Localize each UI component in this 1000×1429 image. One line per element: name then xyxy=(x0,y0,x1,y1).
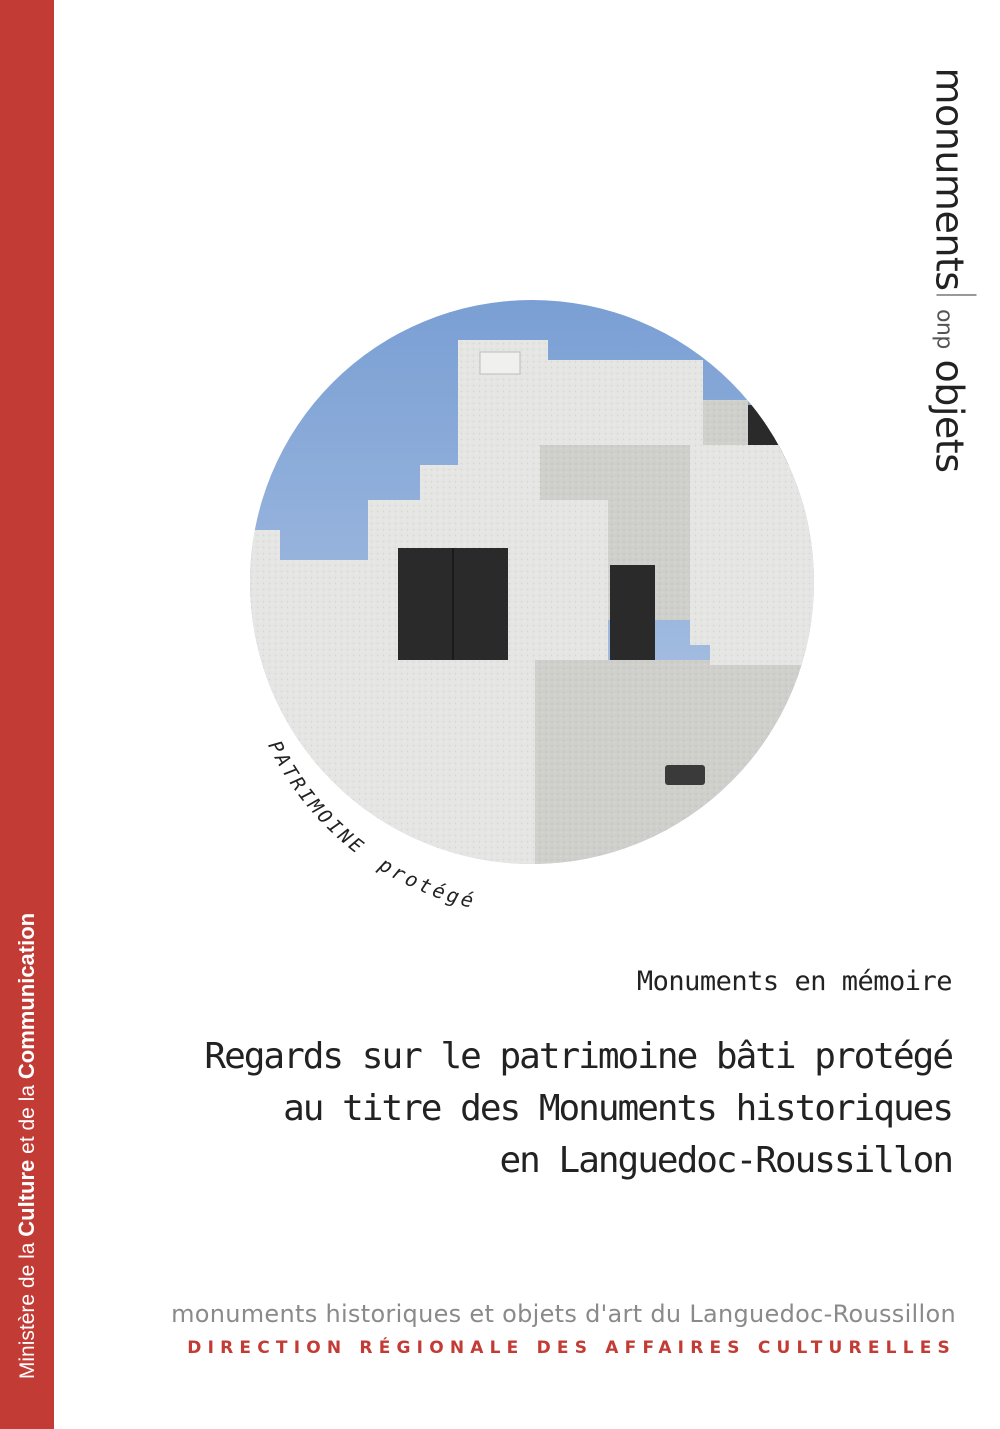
ministry-sidebar xyxy=(0,0,54,1429)
ministry-prefix: Ministère de la xyxy=(16,1242,39,1380)
ministry-label xyxy=(16,913,38,1379)
series-word-objets: objets xyxy=(927,359,972,473)
series-title xyxy=(928,67,977,472)
series-divider xyxy=(937,295,977,296)
title-line-3: en Languedoc-Roussillon xyxy=(499,1140,952,1181)
footer-publisher-line: monuments historiques et objets d'art du Languedoc-Roussillon xyxy=(171,1300,956,1328)
document-subtitle: Monuments en mémoire xyxy=(636,966,952,997)
cover-photo xyxy=(250,300,814,864)
title-line-1: Regards sur le patrimoine bâti protégé xyxy=(204,1036,952,1077)
footer-direction-line: DIRECTION RÉGIONALE DES AFFAIRES CULTURELLES xyxy=(187,1338,956,1358)
foreground-wall xyxy=(535,660,814,864)
dark-shutter-right xyxy=(610,565,655,660)
series-word-monuments: monuments xyxy=(927,67,972,291)
building-illustration xyxy=(250,300,814,864)
badge-text-patrimoine: PATRIMOINE xyxy=(263,737,370,860)
ministry-word-culture: Culture xyxy=(14,1159,39,1237)
document-title xyxy=(204,1031,952,1187)
ministry-word-communication: Communication xyxy=(14,912,39,1080)
series-connector: duo xyxy=(930,309,956,350)
ministry-mid: et de la xyxy=(16,1084,39,1154)
badge-text-protege: protégé xyxy=(374,852,479,914)
title-line-2: au titre des Monuments historiques xyxy=(283,1088,952,1129)
